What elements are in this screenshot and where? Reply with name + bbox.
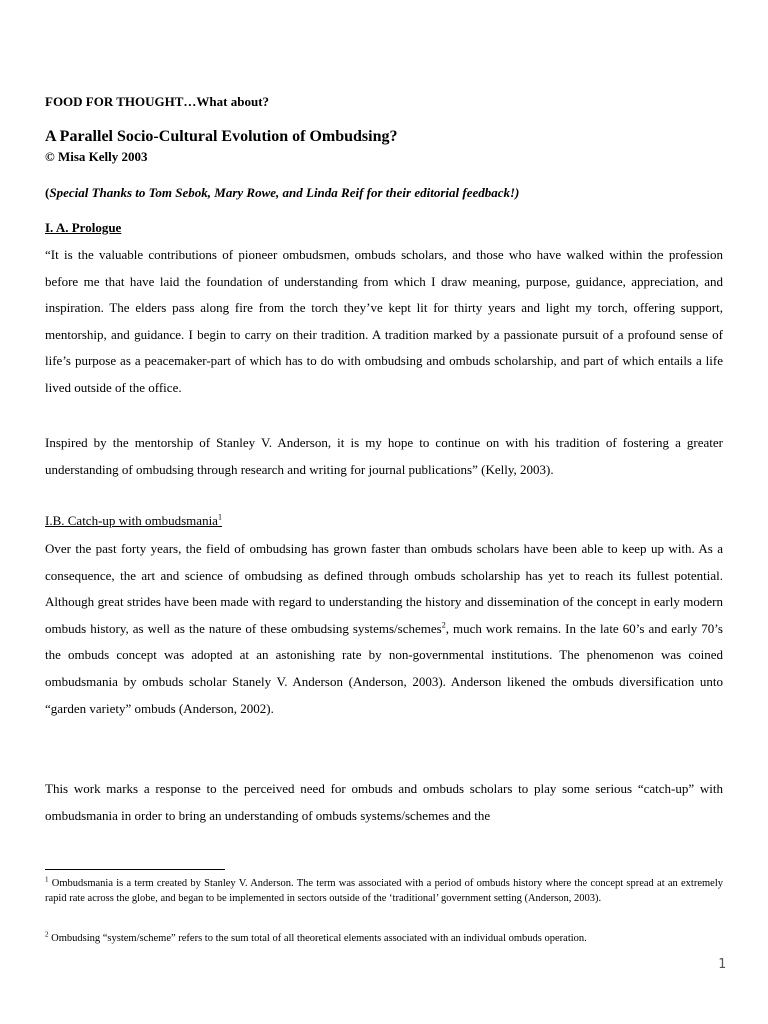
author-byline: © Misa Kelly 2003 xyxy=(45,149,148,164)
footnote-1-text: Ombudsmania is a term created by Stanley V. Anderson. The term was associated with a period of ombuds history where the concept spread at an extremely rapid rate across the globe, and began to be implemented in sectors outside of the ‘traditional’ government setting (Anderson, 2003). xyxy=(45,878,723,904)
footnote-1-number: 1 xyxy=(45,875,49,884)
section-heading-prologue: I. A. Prologue xyxy=(45,220,122,235)
paragraph-catch-up-part-b: , much work remains. In the late 60’s and early 70’s the ombuds concept was adopted at an astonishing rate by non-governmental institutions. The phenomenon was coined ombudsmania by ombuds scholar Stanely V. Anderson (Anderson, 2003). Anderson likened the ombuds diversification unto “garden variety” ombuds (Anderson, 2002). xyxy=(45,620,723,716)
section-heading-catch-up-text: I.B. Catch-up with ombudsmania xyxy=(45,513,218,528)
paragraph-catch-up xyxy=(45,536,723,722)
footnote-ref-2[interactable]: 2 xyxy=(441,620,446,630)
page-number: 1 xyxy=(718,957,726,972)
acknowledgement-text: Special Thanks to Tom Sebok, Mary Rowe, and Linda Reif for their editorial feedback!) xyxy=(49,185,520,200)
footnote-ref-1[interactable]: 1 xyxy=(217,512,222,522)
footnote-divider xyxy=(45,869,225,870)
footnote-1 xyxy=(45,877,723,906)
footnote-2-text: Ombudsing “system/scheme” refers to the sum total of all theoretical elements associated with an individual ombuds operation. xyxy=(48,933,587,944)
kicker-heading: FOOD FOR THOUGHT…What about? xyxy=(45,94,270,109)
acknowledgement-open-paren: ( xyxy=(45,185,50,200)
document-title: A Parallel Socio-Cultural Evolution of Ombudsing? xyxy=(45,128,398,145)
paragraph-prologue-inspiration: Inspired by the mentorship of Stanley V. Anderson, it is my hope to continue on with his tradition of fostering a greater understanding of ombudsing through research and writing for journal publications” (Kelly, 2003). xyxy=(45,435,723,477)
section-heading-catch-up xyxy=(45,513,723,529)
paragraph-catch-up-part-a: Over the past forty years, the field of ombudsing has grown faster than ombuds scholars have been able to keep up with. As a consequence, the art and science of ombudsing as defined through ombuds scholarship has yet to reach its fullest potential. Although great strides have been made with regard to understanding the history and dissemination of the concept in early modern ombuds history, as well as the nature of these ombudsing systems/schemes xyxy=(45,541,723,636)
paragraph-prologue-quote: “It is the valuable contributions of pioneer ombudsmen, ombuds scholars, and those who have walked within the profession before me that have laid the foundation of understanding from which I draw meaning, purpose, guidance, appreciation, and inspiration. The elders pass along fire from the torch they’ve kept lit for thirty years and light my torch, offering support, mentorship, and guidance. I begin to carry on their tradition. A tradition marked by a passionate pursuit of a profound sense of life’s purpose as a peacemaker-part of which has to do with ombudsing and ombuds scholarship, and part of which entails a life lived outside of the office. xyxy=(45,247,723,395)
footnote-2-number: 2 xyxy=(45,930,49,939)
paragraph-response: This work marks a response to the perceived need for ombuds and ombuds scholars to play some serious “catch-up” with ombudsmania in order to bring an understanding of ombuds systems/schemes and the xyxy=(45,781,723,823)
footnote-2 xyxy=(45,932,723,947)
acknowledgement-line xyxy=(45,185,723,201)
